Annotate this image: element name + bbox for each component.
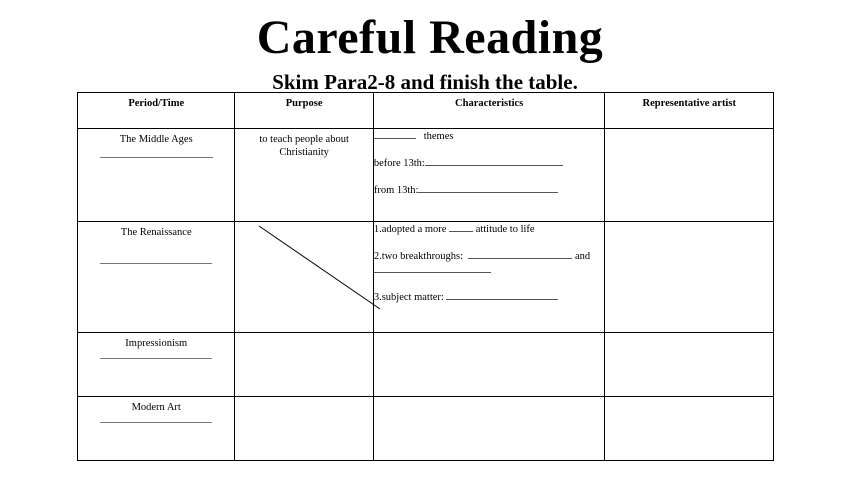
themes-blank[interactable] xyxy=(374,129,416,139)
table-row-middle-ages xyxy=(78,129,774,222)
from-13th-label: from 13th: xyxy=(373,185,419,196)
breakthrough-blank-2[interactable] xyxy=(374,263,491,273)
purpose-cell-crossed xyxy=(235,222,373,333)
period-cell xyxy=(78,333,235,397)
header-period-label: Period/Time xyxy=(128,98,185,109)
themes-label: themes xyxy=(423,131,454,142)
period-cell xyxy=(78,397,235,461)
purpose-cell[interactable] xyxy=(235,397,373,461)
header-artist xyxy=(605,93,774,129)
page-title: Careful Reading xyxy=(256,11,604,64)
instruction-subtitle: Skim Para2-8 and finish the table. xyxy=(272,70,578,94)
characteristics-cell xyxy=(373,129,605,222)
table-row-impressionism xyxy=(78,333,774,397)
period-label: Impressionism xyxy=(125,338,188,349)
table-row-renaissance xyxy=(78,222,774,333)
period-blank[interactable] xyxy=(100,350,212,359)
subject-matter-blank[interactable] xyxy=(446,290,558,300)
header-characteristics xyxy=(373,93,605,129)
reading-table xyxy=(77,92,774,461)
purpose-text: to teach people about Christianity xyxy=(259,134,349,158)
period-cell xyxy=(78,222,235,333)
period-blank[interactable] xyxy=(100,414,212,423)
artist-cell[interactable] xyxy=(605,222,774,333)
before-13th-blank[interactable] xyxy=(425,156,563,166)
breakthroughs-and: and xyxy=(574,251,591,262)
header-purpose xyxy=(235,93,373,129)
artist-cell[interactable] xyxy=(605,397,774,461)
attitude-prefix: 1.adopted a more xyxy=(373,224,447,235)
before-13th-label: before 13th: xyxy=(373,158,425,169)
characteristics-cell xyxy=(373,222,605,333)
period-label: Modern Art xyxy=(131,402,181,413)
header-period xyxy=(78,93,235,129)
header-purpose-label: Purpose xyxy=(285,98,323,109)
diagonal-strike-line xyxy=(235,222,381,314)
from-13th-blank[interactable] xyxy=(418,183,558,193)
subject-matter-label: 3.subject matter: xyxy=(373,292,444,303)
attitude-blank[interactable] xyxy=(449,222,473,232)
characteristics-cell[interactable] xyxy=(373,397,605,461)
period-blank[interactable] xyxy=(100,255,212,264)
period-blank[interactable] xyxy=(100,149,213,158)
artist-cell[interactable] xyxy=(605,129,774,222)
period-cell xyxy=(78,129,235,222)
attitude-suffix: attitude to life xyxy=(475,224,535,235)
header-characteristics-label: Characteristics xyxy=(455,98,524,109)
breakthrough-blank-1[interactable] xyxy=(468,249,572,259)
table-header-row xyxy=(78,93,774,129)
header-artist-label: Representative artist xyxy=(642,98,736,109)
purpose-cell xyxy=(235,129,373,222)
period-label: The Renaissance xyxy=(120,227,192,238)
artist-cell[interactable] xyxy=(605,333,774,397)
period-label: The Middle Ages xyxy=(119,134,193,145)
breakthroughs-label: 2.two breakthroughs: xyxy=(373,251,464,262)
purpose-cell[interactable] xyxy=(235,333,373,397)
table-row-modern-art xyxy=(78,397,774,461)
characteristics-cell[interactable] xyxy=(373,333,605,397)
